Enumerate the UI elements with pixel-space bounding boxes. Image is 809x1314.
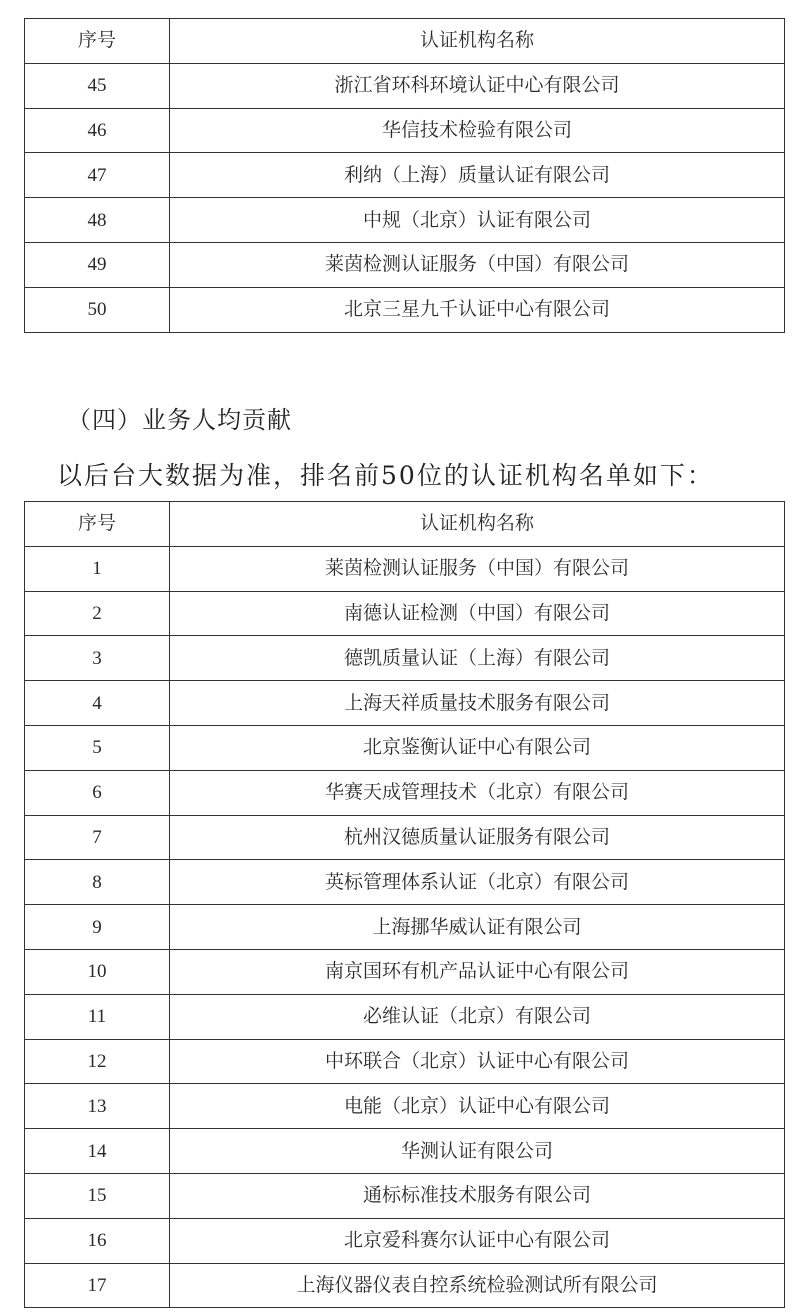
org-name: 华信技术检验有限公司 bbox=[170, 108, 785, 153]
org-name: 英标管理体系认证（北京）有限公司 bbox=[170, 860, 785, 905]
column-header-name: 认证机构名称 bbox=[170, 502, 785, 547]
row-index: 17 bbox=[25, 1263, 170, 1308]
org-name: 北京爱科赛尔认证中心有限公司 bbox=[170, 1218, 785, 1263]
row-index: 2 bbox=[25, 591, 170, 636]
table-row bbox=[25, 108, 785, 153]
row-index: 11 bbox=[25, 994, 170, 1039]
org-name: 莱茵检测认证服务（中国）有限公司 bbox=[170, 242, 785, 287]
column-header-name: 认证机构名称 bbox=[170, 19, 785, 64]
org-name: 上海挪华威认证有限公司 bbox=[170, 905, 785, 950]
table-row bbox=[25, 725, 785, 770]
table-row bbox=[25, 63, 785, 108]
table-row bbox=[25, 949, 785, 994]
org-name: 北京鉴衡认证中心有限公司 bbox=[170, 725, 785, 770]
table-row bbox=[25, 860, 785, 905]
table-header-row bbox=[25, 502, 785, 547]
table-row bbox=[25, 815, 785, 860]
org-name: 南京国环有机产品认证中心有限公司 bbox=[170, 949, 785, 994]
org-name: 华测认证有限公司 bbox=[170, 1129, 785, 1174]
row-index: 10 bbox=[25, 949, 170, 994]
section-description: 以后台大数据为准，排名前50位的认证机构名单如下： bbox=[57, 461, 714, 490]
table-row bbox=[25, 153, 785, 198]
table-row bbox=[25, 1218, 785, 1263]
org-name: 必维认证（北京）有限公司 bbox=[170, 994, 785, 1039]
org-name: 浙江省环科环境认证中心有限公司 bbox=[170, 63, 785, 108]
row-index: 16 bbox=[25, 1218, 170, 1263]
row-index: 46 bbox=[25, 108, 170, 153]
row-index: 6 bbox=[25, 770, 170, 815]
row-index: 48 bbox=[25, 198, 170, 243]
table-row bbox=[25, 198, 785, 243]
org-name: 中环联合（北京）认证中心有限公司 bbox=[170, 1039, 785, 1084]
table-row bbox=[25, 1173, 785, 1218]
table-row bbox=[25, 770, 785, 815]
table-row bbox=[25, 1263, 785, 1308]
org-name: 通标标准技术服务有限公司 bbox=[170, 1173, 785, 1218]
org-name: 杭州汉德质量认证服务有限公司 bbox=[170, 815, 785, 860]
org-name: 莱茵检测认证服务（中国）有限公司 bbox=[170, 546, 785, 591]
row-index: 9 bbox=[25, 905, 170, 950]
table-row bbox=[25, 287, 785, 332]
table-row bbox=[25, 1039, 785, 1084]
row-index: 8 bbox=[25, 860, 170, 905]
org-name: 南德认证检测（中国）有限公司 bbox=[170, 591, 785, 636]
row-index: 7 bbox=[25, 815, 170, 860]
org-name: 上海仪器仪表自控系统检验测试所有限公司 bbox=[170, 1263, 785, 1308]
table-row bbox=[25, 546, 785, 591]
table-row bbox=[25, 591, 785, 636]
org-name: 电能（北京）认证中心有限公司 bbox=[170, 1084, 785, 1129]
org-name: 利纳（上海）质量认证有限公司 bbox=[170, 153, 785, 198]
table-row bbox=[25, 1129, 785, 1174]
row-index: 15 bbox=[25, 1173, 170, 1218]
column-header-index: 序号 bbox=[25, 19, 170, 64]
row-index: 49 bbox=[25, 242, 170, 287]
table-row bbox=[25, 636, 785, 681]
row-index: 45 bbox=[25, 63, 170, 108]
row-index: 12 bbox=[25, 1039, 170, 1084]
org-name: 中规（北京）认证有限公司 bbox=[170, 198, 785, 243]
org-name: 上海天祥质量技术服务有限公司 bbox=[170, 681, 785, 726]
row-index: 5 bbox=[25, 725, 170, 770]
column-header-index: 序号 bbox=[25, 502, 170, 547]
row-index: 1 bbox=[25, 546, 170, 591]
table-header-row bbox=[25, 19, 785, 64]
table-row bbox=[25, 242, 785, 287]
row-index: 14 bbox=[25, 1129, 170, 1174]
ranking-table-top bbox=[24, 18, 785, 333]
table-row bbox=[25, 681, 785, 726]
table-row bbox=[25, 994, 785, 1039]
table-row bbox=[25, 905, 785, 950]
org-name: 北京三星九千认证中心有限公司 bbox=[170, 287, 785, 332]
table-row bbox=[25, 1084, 785, 1129]
row-index: 4 bbox=[25, 681, 170, 726]
row-index: 3 bbox=[25, 636, 170, 681]
row-index: 47 bbox=[25, 153, 170, 198]
org-name: 德凯质量认证（上海）有限公司 bbox=[170, 636, 785, 681]
row-index: 13 bbox=[25, 1084, 170, 1129]
ranking-table-bottom bbox=[24, 501, 785, 1308]
org-name: 华赛天成管理技术（北京）有限公司 bbox=[170, 770, 785, 815]
row-index: 50 bbox=[25, 287, 170, 332]
section-title: （四）业务人均贡献 bbox=[67, 406, 292, 434]
